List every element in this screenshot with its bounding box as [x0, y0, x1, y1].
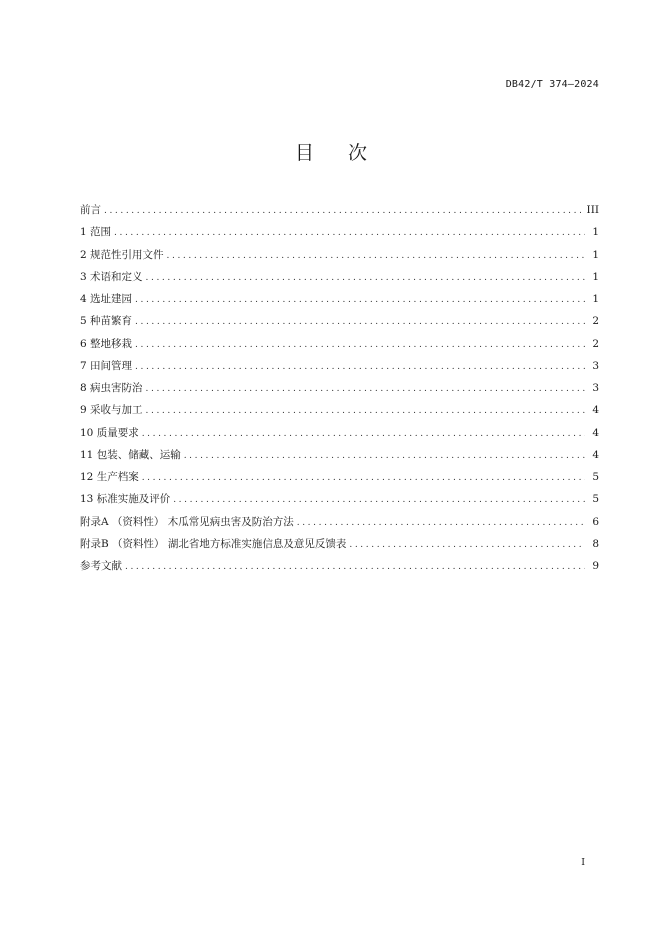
toc-entry-bibliography[interactable]	[80, 555, 599, 577]
toc-entry-label: 10 质量要求	[80, 426, 139, 439]
toc-entry-foreword[interactable]	[80, 199, 599, 221]
toc-leader-dots	[146, 267, 585, 289]
toc-leader-dots	[104, 200, 581, 222]
toc-entry-label: 13 标准实施及评价	[80, 493, 171, 506]
toc-entry-page: 4	[592, 404, 599, 417]
toc-entry-page: 5	[592, 471, 599, 483]
toc-leader-dots	[125, 556, 585, 578]
toc-entry-page: 1	[592, 226, 599, 239]
toc-entry-label: 7 田间管理	[80, 359, 133, 372]
toc-entry-page: 6	[592, 515, 599, 528]
toc-entry-appendix-b[interactable]	[80, 533, 599, 555]
toc-entry-page: 1	[592, 270, 599, 283]
toc-entry-pest-control[interactable]	[80, 377, 599, 399]
toc-entry-label: 参考文献	[80, 560, 122, 572]
toc-entry-label: 4 选址建园	[80, 293, 133, 305]
toc-entry-page: 2	[592, 315, 599, 328]
toc-entry-label: 2 规范性引用文件	[80, 248, 164, 261]
toc-entry-label: 3 术语和定义	[80, 270, 143, 283]
toc-entry-page: 8	[592, 537, 599, 550]
toc-leader-dots	[184, 445, 585, 467]
toc-entry-page: III	[586, 204, 599, 216]
toc-leader-dots	[142, 423, 585, 445]
toc-entry-page: 1	[592, 293, 599, 305]
toc-entry-page: 3	[592, 359, 599, 372]
toc-entry-page: 4	[592, 448, 599, 461]
toc-leader-dots	[142, 467, 585, 489]
toc-leader-dots	[135, 289, 585, 311]
toc-leader-dots	[146, 400, 585, 422]
toc-entry-page: 9	[592, 560, 599, 572]
toc-entry-label: 6 整地移栽	[80, 337, 133, 350]
toc-entry-packaging-storage[interactable]	[80, 444, 599, 466]
toc-leader-dots	[135, 356, 585, 378]
toc-leader-dots	[167, 245, 585, 267]
toc-leader-dots	[114, 222, 585, 244]
toc-entry-page: 3	[592, 382, 599, 394]
toc-leader-dots	[135, 311, 585, 333]
toc-entry-scope[interactable]	[80, 221, 599, 243]
toc-entry-label: 附录B （资料性） 湖北省地方标准实施信息及意见反馈表	[80, 537, 347, 550]
document-code: DB42/T 374—2024	[505, 79, 599, 90]
toc-entry-label: 5 种苗繁育	[80, 315, 133, 328]
toc-entry-page: 2	[592, 337, 599, 350]
toc-entry-site-selection[interactable]	[80, 288, 599, 310]
toc-entry-label: 前言	[80, 204, 101, 216]
toc-entry-page: 4	[592, 426, 599, 439]
toc-entry-quality-requirements[interactable]	[80, 422, 599, 444]
toc-entry-label: 9 采收与加工	[80, 404, 143, 417]
toc-entry-production-records[interactable]	[80, 466, 599, 488]
toc-entry-label: 附录A （资料性） 木瓜常见病虫害及防治方法	[80, 515, 294, 528]
table-of-contents	[80, 199, 599, 577]
page-title: 目次	[294, 142, 401, 164]
toc-leader-dots	[349, 534, 585, 556]
toc-entry-normative-references[interactable]	[80, 244, 599, 266]
toc-entry-standard-implementation[interactable]	[80, 488, 599, 510]
toc-leader-dots	[173, 489, 585, 511]
toc-leader-dots	[135, 334, 585, 356]
toc-entry-label: 8 病虫害防治	[80, 382, 143, 394]
toc-entry-label: 1 范围	[80, 226, 112, 239]
toc-leader-dots	[146, 378, 585, 400]
toc-entry-land-preparation[interactable]	[80, 333, 599, 355]
toc-entry-field-management[interactable]	[80, 355, 599, 377]
toc-entry-page: 1	[592, 248, 599, 261]
toc-entry-page: 5	[592, 493, 599, 506]
toc-entry-label: 11 包装、储藏、运输	[80, 448, 181, 461]
page-number: I	[581, 857, 585, 868]
toc-entry-appendix-a[interactable]	[80, 511, 599, 533]
toc-entry-terms-definitions[interactable]	[80, 266, 599, 288]
toc-entry-harvest-processing[interactable]	[80, 399, 599, 421]
toc-entry-seedling-breeding[interactable]	[80, 310, 599, 332]
toc-leader-dots	[297, 512, 585, 534]
toc-entry-label: 12 生产档案	[80, 471, 139, 483]
